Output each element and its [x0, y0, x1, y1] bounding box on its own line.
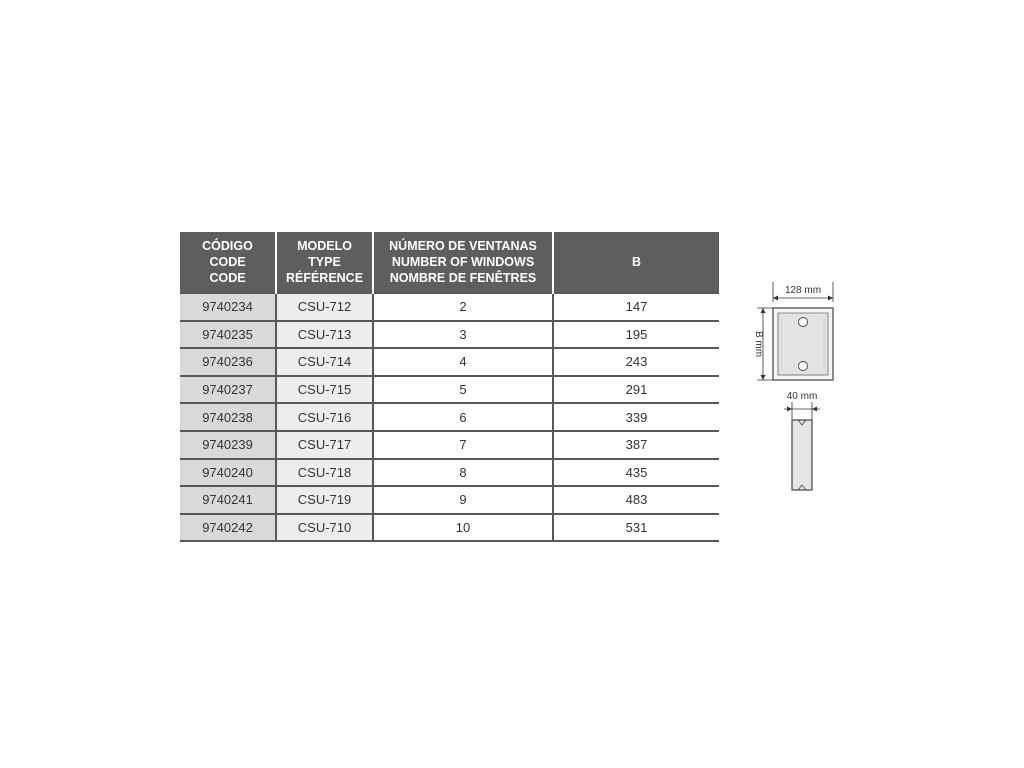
- cell-model: CSU-715: [276, 376, 373, 404]
- width-label: 128 mm: [784, 285, 822, 296]
- cell-b: 387: [553, 431, 719, 459]
- cell-windows: 3: [373, 321, 553, 349]
- depth-label: 40 mm: [786, 391, 818, 402]
- spec-table-body: [180, 293, 719, 541]
- cell-b: 195: [553, 321, 719, 349]
- cell-code: 9740241: [180, 486, 276, 514]
- width-dimension: [773, 282, 833, 302]
- cell-model: CSU-712: [276, 293, 373, 321]
- cell-model: CSU-710: [276, 514, 373, 542]
- spec-table-header: [180, 232, 719, 293]
- cell-windows: 10: [373, 514, 553, 542]
- cell-b: 339: [553, 403, 719, 431]
- cell-model: CSU-714: [276, 348, 373, 376]
- cell-code: 9740242: [180, 514, 276, 542]
- cell-code: 9740236: [180, 348, 276, 376]
- cell-model: CSU-719: [276, 486, 373, 514]
- table-row: [180, 376, 719, 404]
- cell-b: 435: [553, 459, 719, 487]
- cell-b: 291: [553, 376, 719, 404]
- cell-windows: 4: [373, 348, 553, 376]
- header-windows: NÚMERO DE VENTANAS NUMBER OF WINDOWS NOMBRE DE FENÊTRES: [373, 232, 553, 293]
- cell-windows: 7: [373, 431, 553, 459]
- cell-model: CSU-717: [276, 431, 373, 459]
- table-row: [180, 403, 719, 431]
- cell-windows: 6: [373, 403, 553, 431]
- cell-code: 9740238: [180, 403, 276, 431]
- table-row: [180, 348, 719, 376]
- height-label: B mm: [753, 330, 764, 358]
- cell-windows: 2: [373, 293, 553, 321]
- cell-code: 9740235: [180, 321, 276, 349]
- header-model: MODELO TYPE RÉFÉRENCE: [276, 232, 373, 293]
- cell-model: CSU-716: [276, 403, 373, 431]
- cell-windows: 8: [373, 459, 553, 487]
- cell-model: CSU-718: [276, 459, 373, 487]
- table-row: [180, 293, 719, 321]
- table-row: [180, 486, 719, 514]
- cell-windows: 5: [373, 376, 553, 404]
- header-b: B: [553, 232, 719, 293]
- table-row: [180, 431, 719, 459]
- header-code: CÓDIGO CODE CODE: [180, 232, 276, 293]
- front-view: [773, 308, 833, 380]
- table-row: [180, 514, 719, 542]
- cell-b: 147: [553, 293, 719, 321]
- cell-b: 531: [553, 514, 719, 542]
- cell-code: 9740234: [180, 293, 276, 321]
- side-view: [792, 420, 812, 490]
- cell-windows: 9: [373, 486, 553, 514]
- cell-b: 483: [553, 486, 719, 514]
- cell-code: 9740237: [180, 376, 276, 404]
- spec-table: [180, 232, 719, 542]
- cell-code: 9740239: [180, 431, 276, 459]
- table-row: [180, 321, 719, 349]
- depth-dimension: [784, 391, 820, 422]
- cell-model: CSU-713: [276, 321, 373, 349]
- cell-code: 9740240: [180, 459, 276, 487]
- cell-b: 243: [553, 348, 719, 376]
- dimension-diagram: [742, 278, 852, 498]
- table-row: [180, 459, 719, 487]
- dimension-diagram-svg: [742, 278, 852, 498]
- height-dimension: [753, 308, 774, 380]
